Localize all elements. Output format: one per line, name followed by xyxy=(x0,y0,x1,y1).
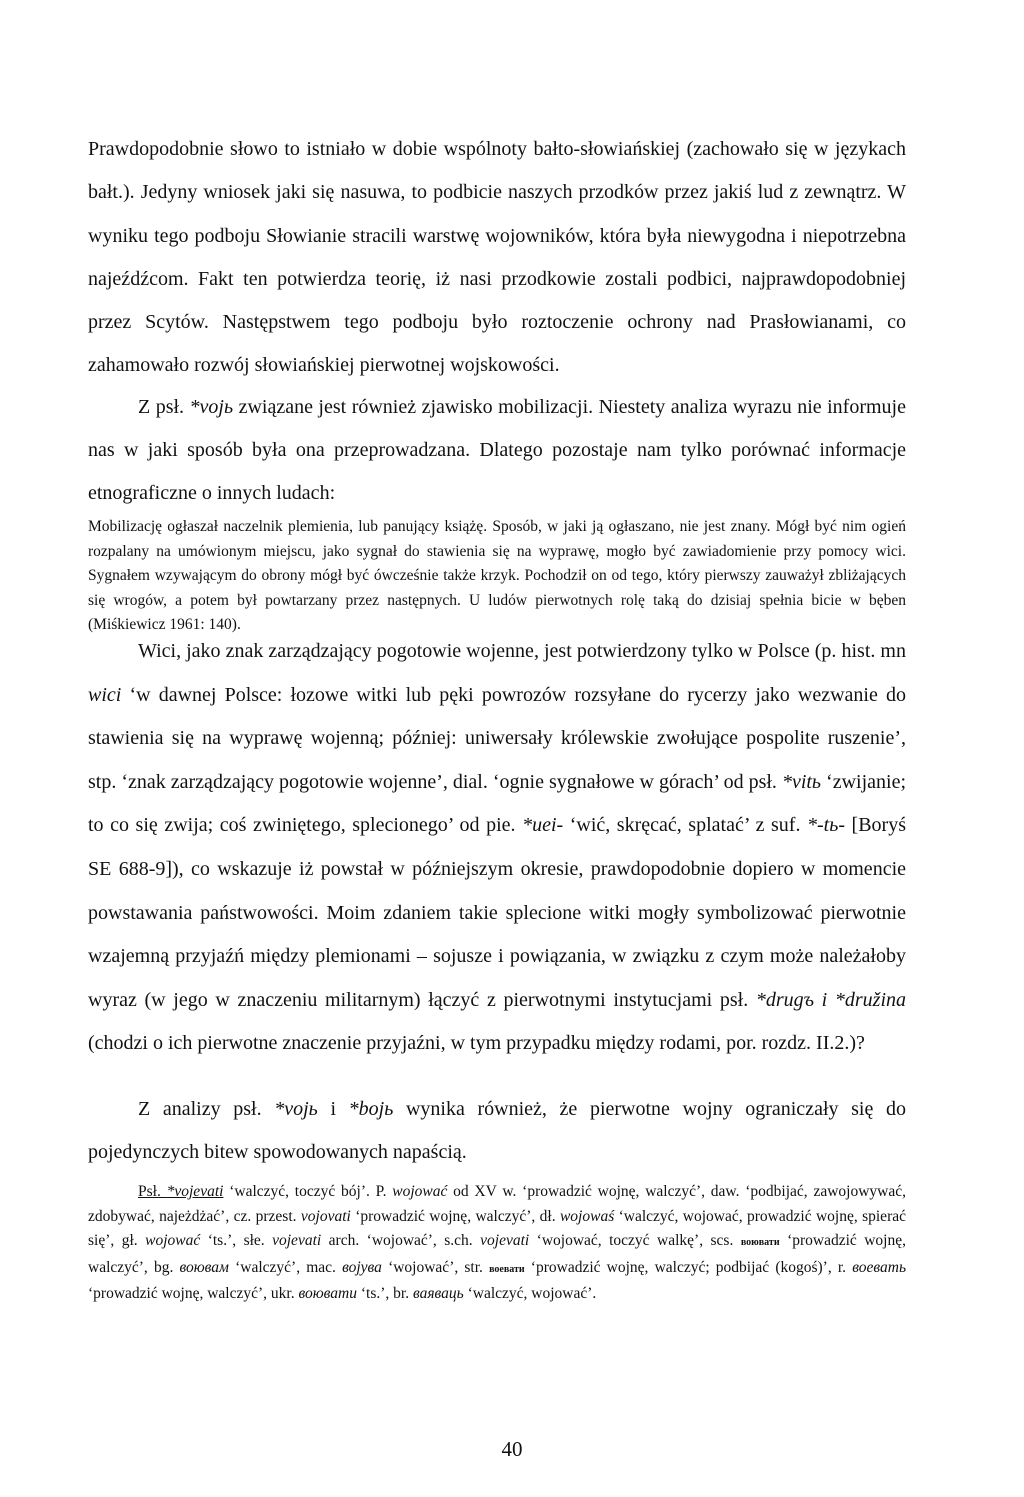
quote1-text: Mobilizację ogłaszał naczelnik plemienia, lub panujący książę. Sposób, w jaki ją ogłaszano, nie jest znany. Mógł być nim ogień rozpalany na umówionym miejscu, jako sygnał do stawienia się na wyprawę, mogło być zawiadomienie przy pomocy wici. Sygnałem wzywającym do obrony mógł być ówcześnie także krzyk. Pochodził on od tego, który pierwszy zauważył zbliżających się wrogów, a potem był powtarzany przez następnych. U ludów pierwotnych rolę taką do dzisiaj spełnia bicie w bęben (Miśkiewicz 1961: 140). xyxy=(88,518,906,633)
q2-text-7: arch. ‘wojować’, s.ch. xyxy=(321,1232,481,1249)
q2-term-10: воевать xyxy=(852,1258,906,1276)
q2-smallcaps-1: воювати xyxy=(740,1237,780,1248)
q2-term-8: воювам xyxy=(179,1258,229,1276)
q2-term-4: wojowaś xyxy=(559,1207,615,1225)
page-number: 40 xyxy=(501,1437,523,1461)
q2-term-2: wojować xyxy=(392,1183,448,1200)
p3-text-2: ‘w dawnej Polsce: łozowe witki lub pęki powrozów rozsyłane do rycerzy jako wezwanie do stawienia się na wyprawę wojenną; później: uniwersały królewskie zwołujące pospolite ruszenie’, stp. ‘znak zarządzający pogotowie wojenne’, dial. ‘ognie sygnałowe w górach’ od psł. xyxy=(88,683,906,793)
p3-term-5: *drugъ i *družina xyxy=(755,988,907,1011)
q2-text-8: ‘wojować, toczyć walkę’, scs. xyxy=(529,1232,741,1249)
p2-term-1: *vojь xyxy=(189,396,234,418)
p3-term-1: wici xyxy=(88,683,122,706)
block-quote-etymology xyxy=(88,1180,906,1307)
q2-smallcaps-2: воевати xyxy=(489,1263,525,1275)
q2-text-12: ‘prowadzić wojnę, walczyć; podbijać (kogoś)’, r. xyxy=(524,1258,853,1276)
q2-term-7: vojevati xyxy=(480,1232,530,1249)
p3-term-2: *vitь xyxy=(781,770,822,793)
q2-term-11: воювати xyxy=(298,1285,357,1302)
p3-text-4: ‘wić, skręcać, splatać’ z suf. xyxy=(563,814,808,837)
p4-text-2: i xyxy=(317,1098,349,1120)
p3-text-6: (chodzi o ich pierwotne znaczenie przyjaźni, w tym przypadku między rodami, por. rozdz. II.2.)? xyxy=(88,1032,865,1055)
q2-term-9: војува xyxy=(342,1258,382,1276)
q2-text-6: ‘ts.’, słe. xyxy=(200,1232,273,1249)
q2-text-9: ‘prowadzić wojnę, walczyć’, bg. xyxy=(88,1232,906,1276)
block-quote-mobilization xyxy=(88,515,906,638)
paragraph-1 xyxy=(88,128,906,388)
q2-text-13: ‘prowadzić wojnę, walczyć’, ukr. xyxy=(88,1285,299,1302)
paragraph-4 xyxy=(88,1088,906,1174)
q2-term-5: wojować xyxy=(145,1232,201,1249)
q2-term-12: ваяваць xyxy=(412,1285,464,1302)
q2-term-3: vojovati xyxy=(300,1207,351,1225)
p3-term-4: *-tь- xyxy=(807,814,845,837)
paragraph-3 xyxy=(88,630,906,1066)
p2-text-1: Z psł. xyxy=(138,396,190,418)
p4-term-2: *bojь xyxy=(348,1098,394,1120)
p3-text-3: ‘zwijanie; to co się zwija; coś zwiniętego, splecionego’ od pie. xyxy=(88,770,907,837)
p2-text-2: związane jest również zjawisko mobilizacji. Niestety analiza wyrazu nie informuje nas w jaki sposób była ona przeprowadzana. Dlatego pozostaje nam tylko porównać informacje etnograficzne o innych ludach: xyxy=(88,396,906,504)
q2-text-14: ‘ts.’, br. xyxy=(357,1285,413,1302)
q2-text-4: ‘prowadzić wojnę, walczyć’, dł. xyxy=(350,1207,560,1225)
q2-term-1: *vojevati xyxy=(166,1183,224,1200)
p4-term-1: *vojь xyxy=(274,1098,318,1120)
q2-text-11: ‘wojować’, str. xyxy=(381,1258,490,1276)
q2-text-3: od XV w. ‘prowadzić wojnę, walczyć’, daw. ‘podbijać, zawojowywać, zdobywać, najeżdżać’, cz. przest. xyxy=(88,1183,906,1225)
p3-text-1: Wici, jako znak zarządzający pogotowie wojenne, jest potwierdzony tylko w Polsce (p. hist. mn xyxy=(138,640,906,662)
q2-text-10: ‘walczyć’, mac. xyxy=(228,1258,343,1276)
p4-text-3: wynika również, że pierwotne wojny ograniczały się do pojedynczych bitew spowodowanych napaścią. xyxy=(88,1098,907,1163)
q2-term-6: vojevati xyxy=(272,1232,322,1249)
q2-text-1: Psł. xyxy=(138,1183,167,1200)
q2-text-5: ‘walczyć, wojować, prowadzić wojnę, spierać się’, gł. xyxy=(88,1207,906,1249)
p3-term-3: *uei- xyxy=(522,814,564,837)
paragraph-1-text: Prawdopodobnie słowo to istniało w dobie wspólnoty bałto-słowiańskiej (zachowało się w językach bałt.). Jedyny wniosek jaki się nasuwa, to podbicie naszych przodków przez jakiś lud z zewnątrz. W wyniku tego podboju Słowianie stracili warstwę wojowników, która była niewygodna i niepotrzebna najeźdźcom. Fakt ten potwierdza teorię, iż nasi przodkowie zostali podbici, najprawdopodobniej przez Scytów. Następstwem tego podboju było roztoczenie ochrony nad Prasłowianami, co zahamowało rozwój słowiańskiej pierwotnej wojskowości. xyxy=(88,138,906,377)
paragraph-2 xyxy=(88,386,906,515)
p4-text-1: Z analizy psł. xyxy=(138,1098,275,1120)
q2-text-2: ‘walczyć, toczyć bój’. P. xyxy=(223,1183,393,1200)
p3-text-5: [Boryś SE 688-9]), co wskazuje iż powstał w późniejszym okresie, prawdopodobnie dopiero w momencie powstawania państwowości. Moim zdaniem takie splecione witki mogły symbolizować pierwotnie wzajemną przyjaźń między plemionami – sojusze i powiązania, w związku z czym może należałoby wyraz (w jego w znaczeniu militarnym) łączyć z pierwotnymi instytucjami psł. xyxy=(88,814,906,1011)
q2-text-15: ‘walczyć, wojować’. xyxy=(463,1285,597,1302)
